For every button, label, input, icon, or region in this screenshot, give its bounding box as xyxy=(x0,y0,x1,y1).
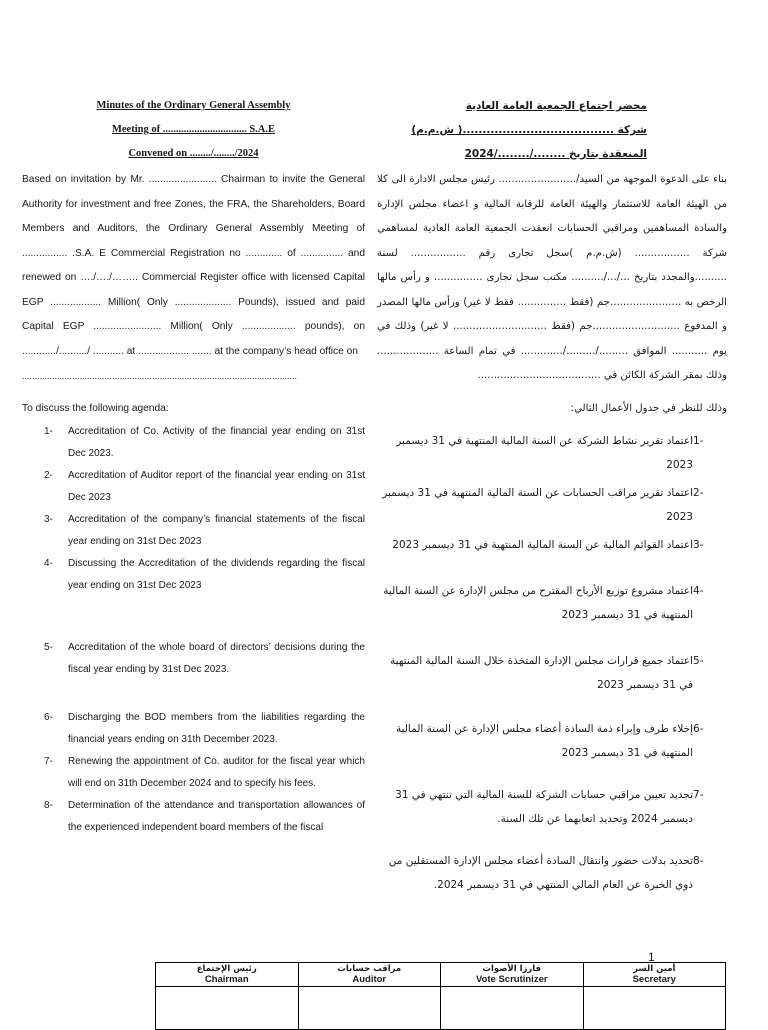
en-agenda-item: 1- Accreditation of Co. Activity of the financial year ending on 31st Dec 2023. xyxy=(44,426,365,459)
ar-company-line: شركة ......................................( ش.م.م) xyxy=(411,124,647,136)
signature-table xyxy=(155,962,726,1030)
signature-cell: مراقب حسابات Auditor xyxy=(298,963,441,987)
en-agenda-item: 2- Accreditation of Auditor report of the financial year ending on 31st Dec 2023 xyxy=(44,470,365,503)
signature-cell: رئيس الإجتماع Chairman xyxy=(156,963,299,987)
signature-blank-row xyxy=(156,987,726,1030)
english-column xyxy=(22,94,365,839)
signature-space xyxy=(441,987,584,1030)
en-agenda-item: 4- Discussing the Accreditation of the dividends regarding the fiscal year ending on 31st Dec 2023 xyxy=(44,558,365,591)
en-agenda-item: 5- Accreditation of the whole board of directors’ decisions during the fiscal year ending by 31st Dec 2023. xyxy=(44,642,365,675)
ar-agenda-item: -3 اعتماد القوائم المالية عن السنة المالية المنتهية في 31 ديسمبر 2023 xyxy=(392,539,704,551)
signature-space xyxy=(298,987,441,1030)
en-agenda-item: 8- Determination of the attendance and transportation allowances of the experienced independent board members of the fiscal xyxy=(44,800,365,833)
signature-cell: فارزا الأصوات Vote Scrutinizer xyxy=(441,963,584,987)
signature-space xyxy=(156,987,299,1030)
signature-header-row xyxy=(156,963,726,987)
ar-date-line: المنعقدة بتاريخ ......../......../2024 xyxy=(464,148,647,160)
en-agenda-intro: To discuss the following agenda: xyxy=(22,402,169,414)
signature-cell: أمين السر Secretary xyxy=(583,963,726,987)
en-date-line: Convened on ......../......../2024 xyxy=(128,148,259,159)
ar-agenda-item: -6 إخلاء طرف وإبراء ذمة السادة أعضاء مجلس الإدارة عن السنة المالية المنتهية في 31 ديسمبر 2023 xyxy=(395,723,704,759)
en-company-line: Meeting of ................................ S.A.E xyxy=(111,124,276,135)
signature-space xyxy=(583,987,726,1030)
en-intro-paragraph: Based on invitation by Mr. ........................ Chairman to invite the General Authority for investment and free Zones, the FRA, the Shareholders, Board Members and Auditors, the Ordinary General Assembly Meeting of ................ .S.A. E Commercial Registration no ............. of ............... and renewed on …./…./…….. Commercial Register office with licensed Capital EGP .................. Million( Only .................... Pounds), issued and paid Capital EGP ........................ Million( Only ................... pounds), on ............/........../ ........... at .................. ....... at the company’s head office on xyxy=(22,174,365,357)
ar-agenda-item: -7 تجديد تعيين مراقبي حسابات الشركة للسنة المالية التي تنتهي في 31 ديسمبر 2024 وتحديد اتعابهما عن تلك السنة. xyxy=(395,789,704,825)
arabic-column xyxy=(377,94,727,897)
page-number: 1 xyxy=(648,950,655,964)
ar-agenda-item: -1 اعتماد تقرير نشاط الشركة عن السنة المالية المنتهية في 31 ديسمبر 2023 xyxy=(396,435,704,471)
en-title: Minutes of the Ordinary General Assembly xyxy=(96,100,291,111)
en-agenda-item: 6- Discharging the BOD members from the liabilities regarding the financial years ending on 31th December 2023. xyxy=(44,712,365,745)
ar-agenda-item: -4 اعتماد مشروع توزيع الأرباح المقترح من مجلس الإدارة عن السنة المالية المنتهية في 31 ديسمبر 2023 xyxy=(383,585,704,621)
ar-intro-paragraph: بناء على الدعوة الموجهة من السيد/........................ رئيس مجلس الادارة الى كلا من الهيئة العامة للاستثمار والهيئة العامة للرقابة المالية و اعضاء مجلس الإدارة والسادة المساهمين ومراقبي الحسابات انعقدت الجمعية العامة العادية لمساهمي شركة ................. (ش.م.م )سجل تجارى رقم ................. لسنة ..........والمجدد بتاريخ .../.../.......... مكتب سجل تجارى ............... و رأس مالها الرخص به ......................جم (فقط ............... فقط لا غير) ورأس مالها المصدر و المدفوع ...........................جم (فقط ............................. لا غير) وذلك في يوم ........... الموافق ........./........./............. في تمام الساعة ................... وذلك بمقر الشركة الكائن في ...................................... xyxy=(377,174,727,381)
ar-agenda-item: -8 تحديد بدلات حضور وانتقال السادة أعضاء مجلس الإدارة المستقلين من ذوي الخبرة عن العام المالي المنتهي في 31 ديسمبر 2024. xyxy=(388,855,704,891)
ar-title: محضر اجتماع الجمعية العامة العادية xyxy=(465,100,647,112)
en-agenda-item: 7- Renewing the appointment of Co. auditor for the fiscal year which will end on 31th December 2024 and to specify his fees. xyxy=(44,756,365,789)
en-agenda-item: 3- Accreditation of the company’s financial statements of the fiscal year ending on 31st Dec 2023 xyxy=(44,514,365,547)
ar-agenda-item: -5 اعتماد جميع قرارات مجلس الإدارة المتخذة خلال السنة المالية المنتهية في 31 ديسمبر 2023 xyxy=(390,655,704,691)
en-dots-line: .............................................................................................................. xyxy=(22,371,298,381)
ar-agenda-item: -2 اعتماد تقرير مراقب الحسابات عن السنة المالية المنتهية في 31 ديسمبر 2023 xyxy=(382,487,704,523)
ar-agenda-intro: وذلك للنظر في جدول الأعمال التالي: xyxy=(570,402,727,414)
